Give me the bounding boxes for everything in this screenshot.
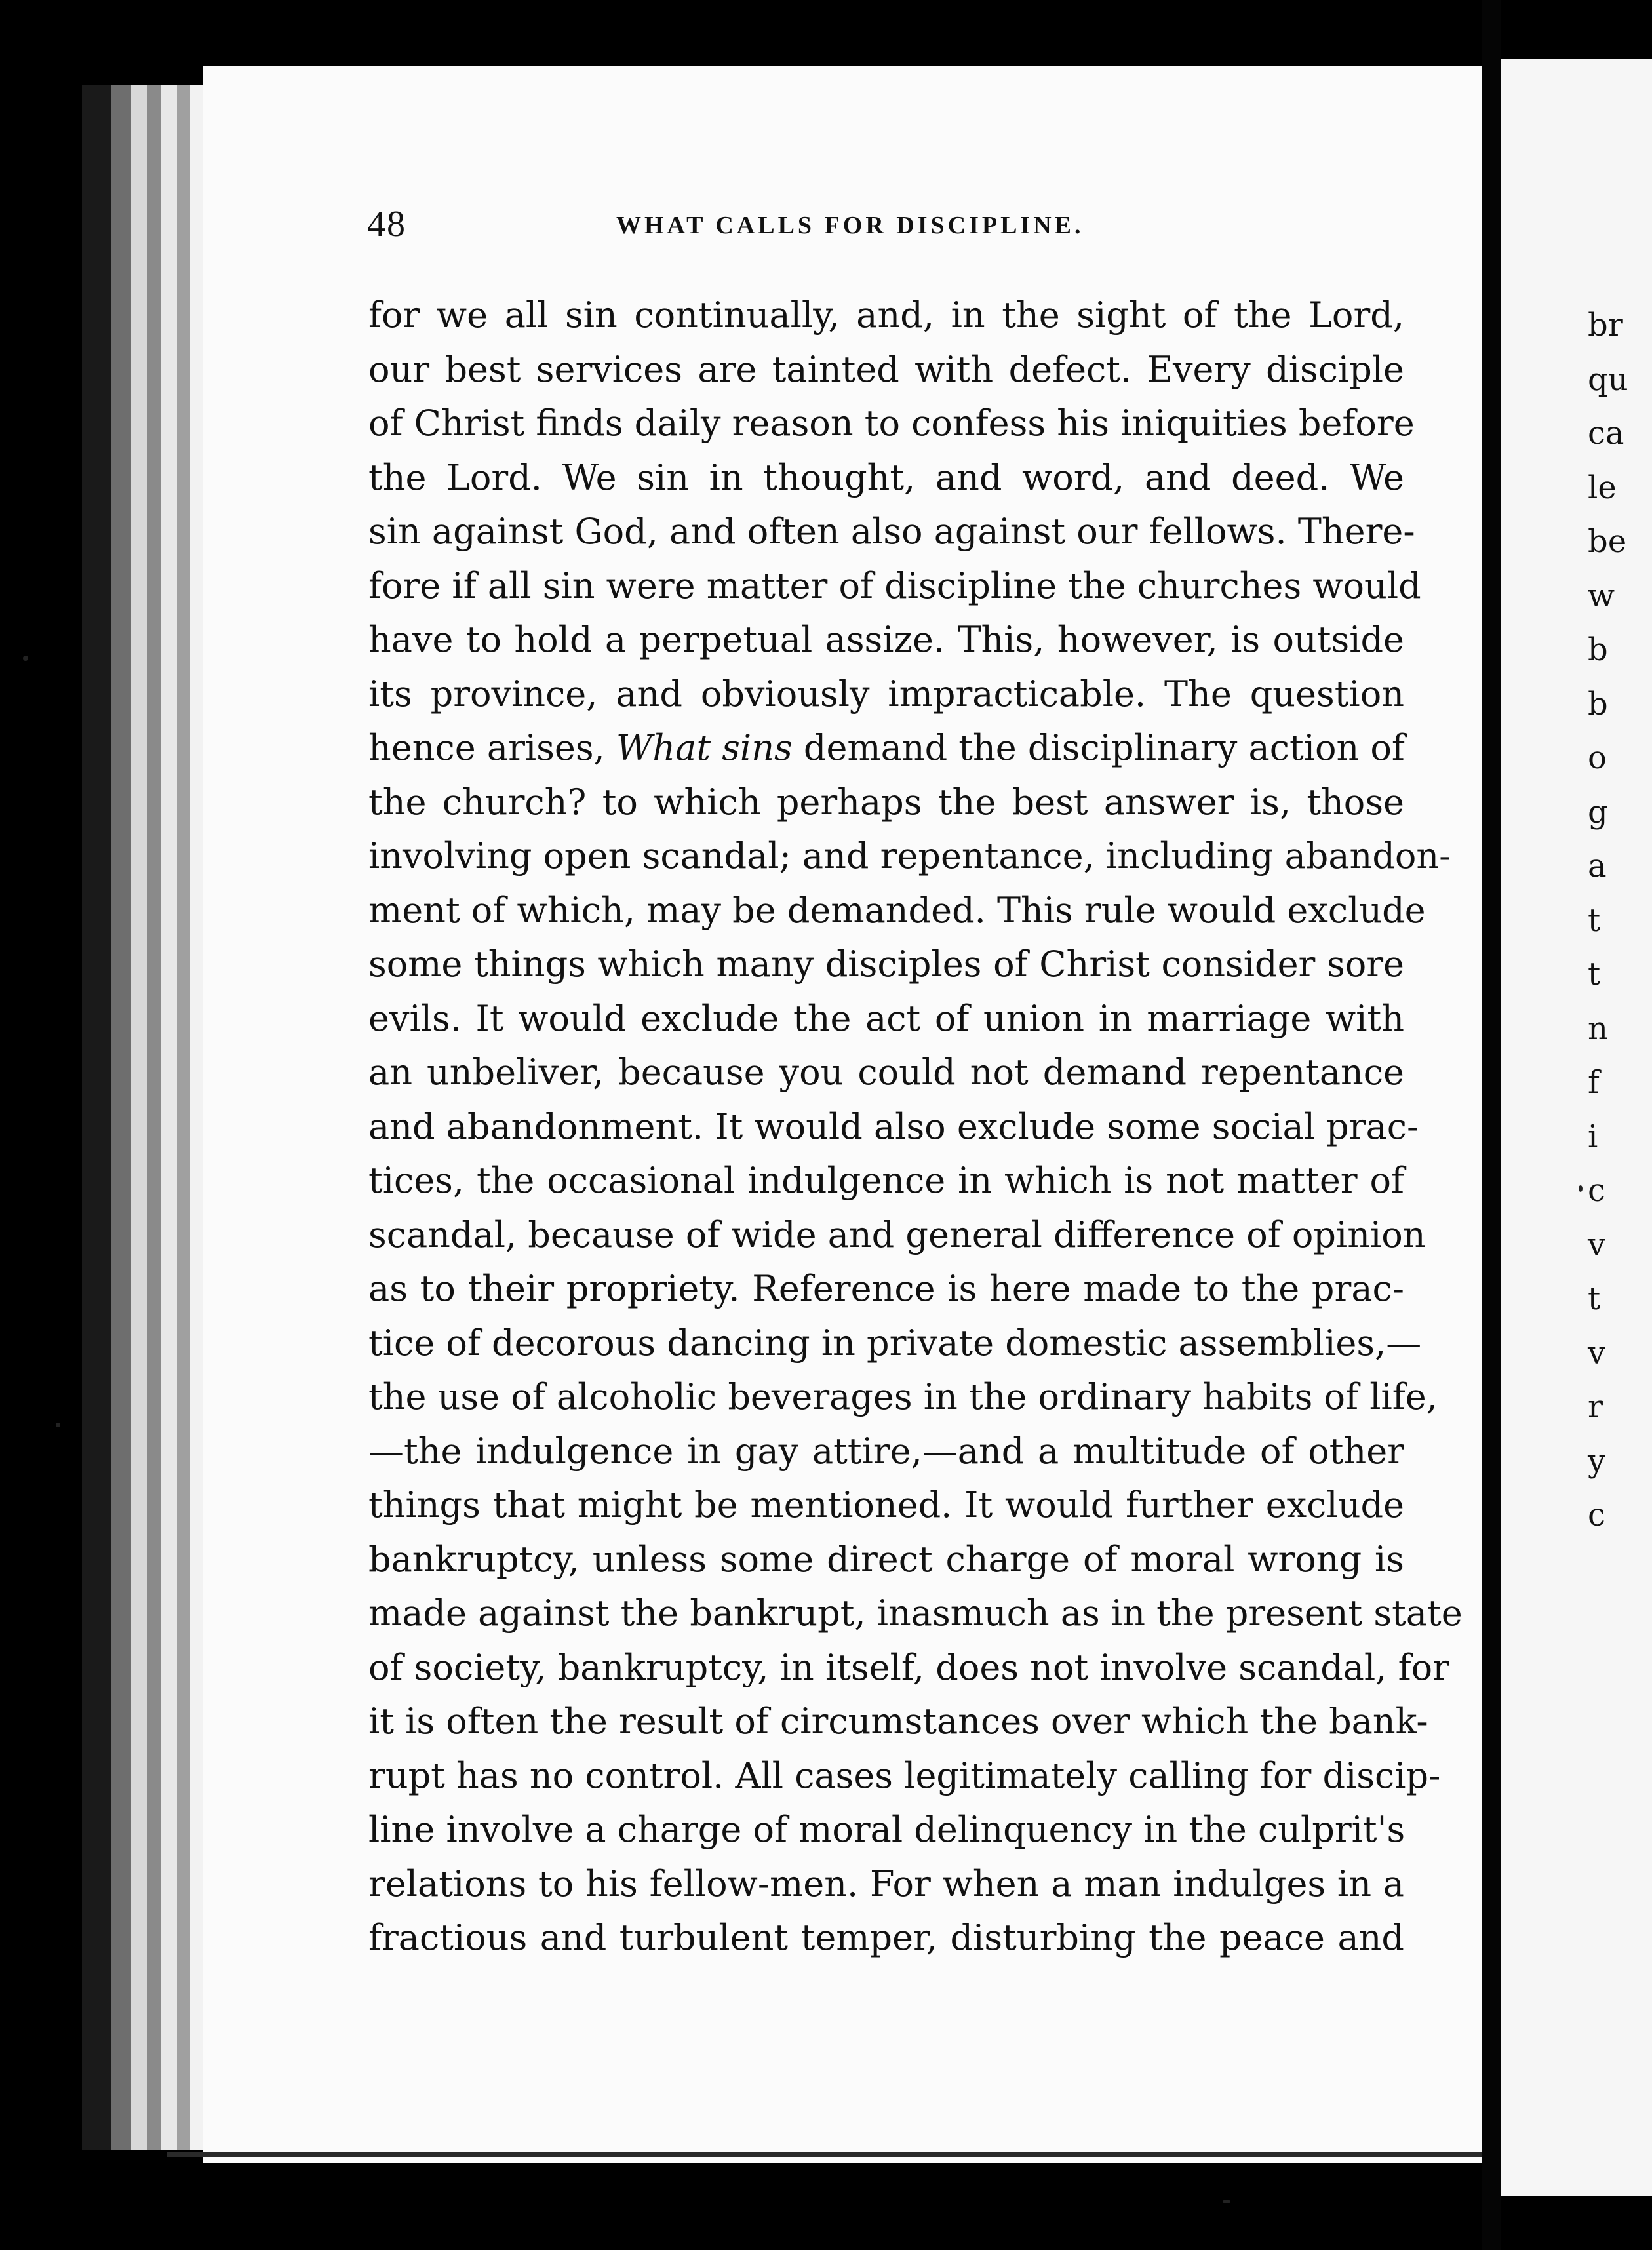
right-page-text-fragment: br <box>1588 307 1623 344</box>
text-line: the Lord. We sin in thought, and word, and deed. We <box>368 456 1404 498</box>
text-line: the church? to which perhaps the best answer is, those <box>368 781 1404 823</box>
right-page-text-fragment: v <box>1588 1334 1606 1372</box>
right-page-text-fragment: y <box>1588 1442 1606 1480</box>
text-line: fractious and turbulent temper, disturbing the peace and <box>368 1917 1404 1958</box>
right-page-text-fragment: n <box>1588 1010 1608 1047</box>
text-line: have to hold a perpetual assize. This, however, is outside <box>368 619 1404 660</box>
right-page-text-fragment: t <box>1588 1280 1601 1317</box>
scan-speck <box>1579 1185 1583 1192</box>
page-edges <box>148 85 161 2150</box>
right-page-text-fragment: b <box>1588 685 1608 722</box>
line-lead: hence arises, <box>368 727 605 768</box>
text-line <box>368 721 1404 776</box>
text-line: line involve a charge of moral delinquency in the culprit's <box>368 1809 1406 1850</box>
text-line: it is often the result of circumstances over which the bank- <box>368 1701 1428 1742</box>
text-line: of society, bankruptcy, in itself, does not involve scandal, for <box>368 1646 1449 1688</box>
text-line: made against the bankrupt, inasmuch as in the present state <box>368 1592 1463 1634</box>
text-line: sin against God, and often also against our fellows. There- <box>368 511 1415 552</box>
text-line: bankruptcy, unless some direct charge of moral wrong is <box>368 1538 1404 1580</box>
text-line: for we all sin continually, and, in the sight of the Lord, <box>368 294 1404 336</box>
page-edges <box>190 85 203 2150</box>
text-line: and abandonment. It would also exclude some social prac- <box>368 1105 1419 1147</box>
text-line: evils. It would exclude the act of union in marriage with <box>368 997 1404 1039</box>
right-page-text-fragment: w <box>1588 577 1615 614</box>
scan-speck <box>1223 2200 1230 2203</box>
text-line: fore if all sin were matter of discipline the churches would <box>368 564 1421 606</box>
text-line: rupt has no control. All cases legitimately calling for discip- <box>368 1754 1441 1796</box>
right-page-text-fragment: o <box>1588 740 1607 776</box>
text-line: ment of which, may be demanded. This rule would exclude <box>368 889 1426 931</box>
scan-speck <box>23 656 28 661</box>
page-edges <box>111 85 131 2150</box>
right-page-text-fragment: t <box>1588 956 1601 993</box>
right-page-text-fragment: v <box>1588 1226 1606 1263</box>
line-rest: demand the disciplinary action of <box>803 727 1405 768</box>
text-line: some things which many disciples of Christ consider sore <box>368 943 1404 985</box>
page-heading: WHAT CALLS FOR DISCIPLINE. <box>616 212 1084 239</box>
page-bottom-edge <box>167 2152 1491 2157</box>
italic-phrase: What sins <box>616 727 793 768</box>
page-edges <box>131 85 148 2150</box>
text-line: an unbeliver, because you could not demand repentance <box>368 1052 1404 1093</box>
text-line: things that might be mentioned. It would further exclude <box>368 1484 1404 1526</box>
right-page-text-fragment: qu <box>1588 361 1628 398</box>
text-line: the use of alcoholic beverages in the ordinary habits of life, <box>368 1376 1438 1417</box>
right-page-text-fragment: c <box>1588 1497 1605 1533</box>
text-line: of Christ finds daily reason to confess his iniquities before <box>368 403 1415 444</box>
scan-speck <box>56 1423 60 1427</box>
running-head <box>367 203 1403 256</box>
right-page-text-fragment: a <box>1588 848 1607 884</box>
page-edges <box>177 85 190 2150</box>
right-page-text-fragment: le <box>1588 469 1617 506</box>
page-number: 48 <box>367 204 406 245</box>
body-text <box>368 288 1463 1965</box>
right-page-text-fragment: g <box>1588 793 1608 831</box>
page-edges <box>82 85 111 2150</box>
text-line: tices, the occasional indulgence in which is not matter of <box>368 1160 1404 1201</box>
right-page-text-fragment: b <box>1588 631 1608 668</box>
right-page-fragment <box>1501 59 1652 2196</box>
right-page-text-fragment: c <box>1588 1172 1605 1209</box>
text-line: involving open scandal; and repentance, including abandon- <box>368 835 1451 877</box>
right-page-text-fragment: be <box>1588 523 1627 560</box>
text-line: relations to his fellow-men. For when a man indulges in a <box>368 1863 1404 1905</box>
page-edges <box>161 85 177 2150</box>
right-page-text-fragment: f <box>1588 1064 1600 1101</box>
text-line: as to their propriety. Reference is here made to the prac- <box>368 1268 1404 1309</box>
right-page-text-fragment: i <box>1588 1118 1598 1155</box>
book-gutter <box>1482 0 1501 2250</box>
text-line: scandal, because of wide and general difference of opinion <box>368 1214 1426 1255</box>
text-line: —the indulgence in gay attire,—and a multitude of other <box>368 1430 1404 1472</box>
right-page-text-fragment: ca <box>1588 415 1624 452</box>
right-page-text-fragment: t <box>1588 901 1601 939</box>
text-line: its province, and obviously impracticable. The question <box>368 673 1404 715</box>
text-line: tice of decorous dancing in private domestic assemblies,— <box>368 1322 1422 1364</box>
text-line: our best services are tainted with defect. Every disciple <box>368 348 1404 390</box>
right-page-text-fragment: r <box>1588 1389 1603 1425</box>
